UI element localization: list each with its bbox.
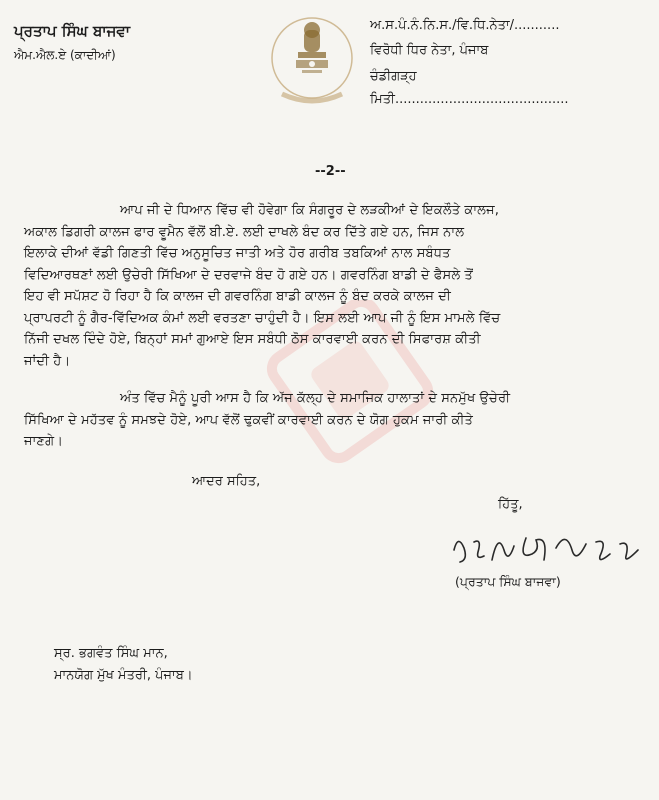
- body-line: ਪ੍ਰਾਪਰਟੀ ਨੂੰ ਗੈਰ-ਵਿੱਦਿਅਕ ਕੰਮਾਂ ਲਈ ਵਰਤਣਾ ਚਾਹੁੰਦੀ ਹੈ। ਇਸ ਲਈ ਆਪ ਜੀ ਨੂੰ ਇਸ ਮਾਮਲੇ ਵਿੱਚ: [24, 310, 501, 326]
- body-paragraph-1: [24, 200, 640, 372]
- sender-title: ਐਮ.ਐਲ.ਏ (ਕਾਦੀਆਂ): [14, 48, 116, 62]
- body-line: ਸਿੱਖਿਆ ਦੇ ਮਹੱਤਵ ਨੂੰ ਸਮਝਦੇ ਹੋਏ, ਆਪ ਵੱਲੋਂ ਢੁਕਵੀਂ ਕਾਰਵਾਈ ਕਰਨ ਦੇ ਯੋਗ ਹੁਕਮ ਜਾਰੀ ਕੀਤੇ: [24, 412, 473, 428]
- yours-sincerely: ਹਿੱਤੂ,: [498, 497, 523, 512]
- handwritten-signature: [448, 520, 648, 580]
- body-line: ਜਾਣਗੇ।: [24, 434, 64, 449]
- recipient-name: ਸ੍ਰ. ਭਗਵੰਤ ਸਿੰਘ ਮਾਨ,: [54, 646, 168, 661]
- signatory-name: (ਪ੍ਰਤਾਪ ਸਿੰਘ ਬਾਜਵਾ): [455, 574, 561, 589]
- reference-number: ਅ.ਸ.ਪੰ.ਨੰ.ਨਿ.ਸ./ਵਿ.ਧਿ.ਨੇਤਾ/...........: [370, 18, 560, 33]
- body-line: ਅੰਤ ਵਿੱਚ ਮੈਨੂੰ ਪੂਰੀ ਆਸ ਹੈ ਕਿ ਅੱਜ ਕੱਲ੍ਹ ਦੇ ਸਮਾਜਿਕ ਹਾਲਾਤਾਂ ਦੇ ਸਨਮੁੱਖ ਉਚੇਰੀ: [120, 391, 511, 406]
- closing-salutation: ਆਦਰ ਸਹਿਤ,: [192, 474, 261, 489]
- body-line: ਵਿਦਿਆਰਥਣਾਂ ਲਈ ਉਚੇਰੀ ਸਿੱਖਿਆ ਦੇ ਦਰਵਾਜੇ ਬੰਦ ਹੋ ਗਏ ਹਨ। ਗਵਰਨਿੰਗ ਬਾਡੀ ਦੇ ਫੈਸਲੇ ਤੋਂ: [24, 267, 473, 283]
- page-number: --2--: [315, 164, 346, 179]
- recipient-designation: ਮਾਨਯੋਗ ਮੁੱਖ ਮੰਤਰੀ, ਪੰਜਾਬ।: [54, 668, 193, 683]
- body-line: ਆਪ ਜੀ ਦੇ ਧਿਆਨ ਵਿੱਚ ਵੀ ਹੋਵੇਗਾ ਕਿ ਸੰਗਰੂਰ ਦੇ ਲੜਕੀਆਂ ਦੇ ਇਕਲੌਤੇ ਕਾਲਜ,: [120, 203, 499, 218]
- body-paragraph-2: [24, 388, 640, 453]
- city: ਚੰਡੀਗੜ੍ਹ: [370, 69, 417, 84]
- body-line: ਨਿੱਜੀ ਦਖਲ ਦਿੰਦੇ ਹੋਏ, ਬਿਨ੍ਹਾਂ ਸਮਾਂ ਗੁਆਏ ਇਸ ਸਬੰਧੀ ਠੋਸ ਕਾਰਵਾਈ ਕਰਨ ਦੀ ਸਿਫਾਰਸ਼ ਕੀਤੀ: [24, 332, 481, 347]
- date-line: ਮਿਤੀ..........................................: [370, 92, 569, 107]
- body-line: ਇਲਾਕੇ ਦੀਆਂ ਵੱਡੀ ਗਿਣਤੀ ਵਿੱਚ ਅਨੁਸੂਚਿਤ ਜਾਤੀ ਅਤੇ ਹੋਰ ਗਰੀਬ ਤਬਕਿਆਂ ਨਾਲ ਸਬੰਧਤ: [24, 246, 451, 261]
- body-line: ਇਹ ਵੀ ਸਪੱਸ਼ਟ ਹੋ ਰਿਹਾ ਹੈ ਕਿ ਕਾਲਜ ਦੀ ਗਵਰਨਿੰਗ ਬਾਡੀ ਕਾਲਜ ਨੂੰ ਬੰਦ ਕਰਕੇ ਕਾਲਜ ਦੀ: [24, 289, 451, 304]
- body-line: ਅਕਾਲ ਡਿਗਰੀ ਕਾਲਜ ਫਾਰ ਵੂਮੈਨ ਵੱਲੋਂ ਬੀ.ਏ. ਲਈ ਦਾਖਲੇ ਬੰਦ ਕਰ ਦਿੱਤੇ ਗਏ ਹਨ, ਜਿਸ ਨਾਲ: [24, 224, 465, 240]
- ashoka-emblem-icon: [268, 8, 356, 116]
- body-line: ਜਾਂਦੀ ਹੈ।: [24, 353, 71, 369]
- office-title: ਵਿਰੋਧੀ ਧਿਰ ਨੇਤਾ, ਪੰਜਾਬ: [370, 43, 489, 58]
- sender-name: ਪ੍ਰਤਾਪ ਸਿੰਘ ਬਾਜਵਾ: [14, 22, 131, 40]
